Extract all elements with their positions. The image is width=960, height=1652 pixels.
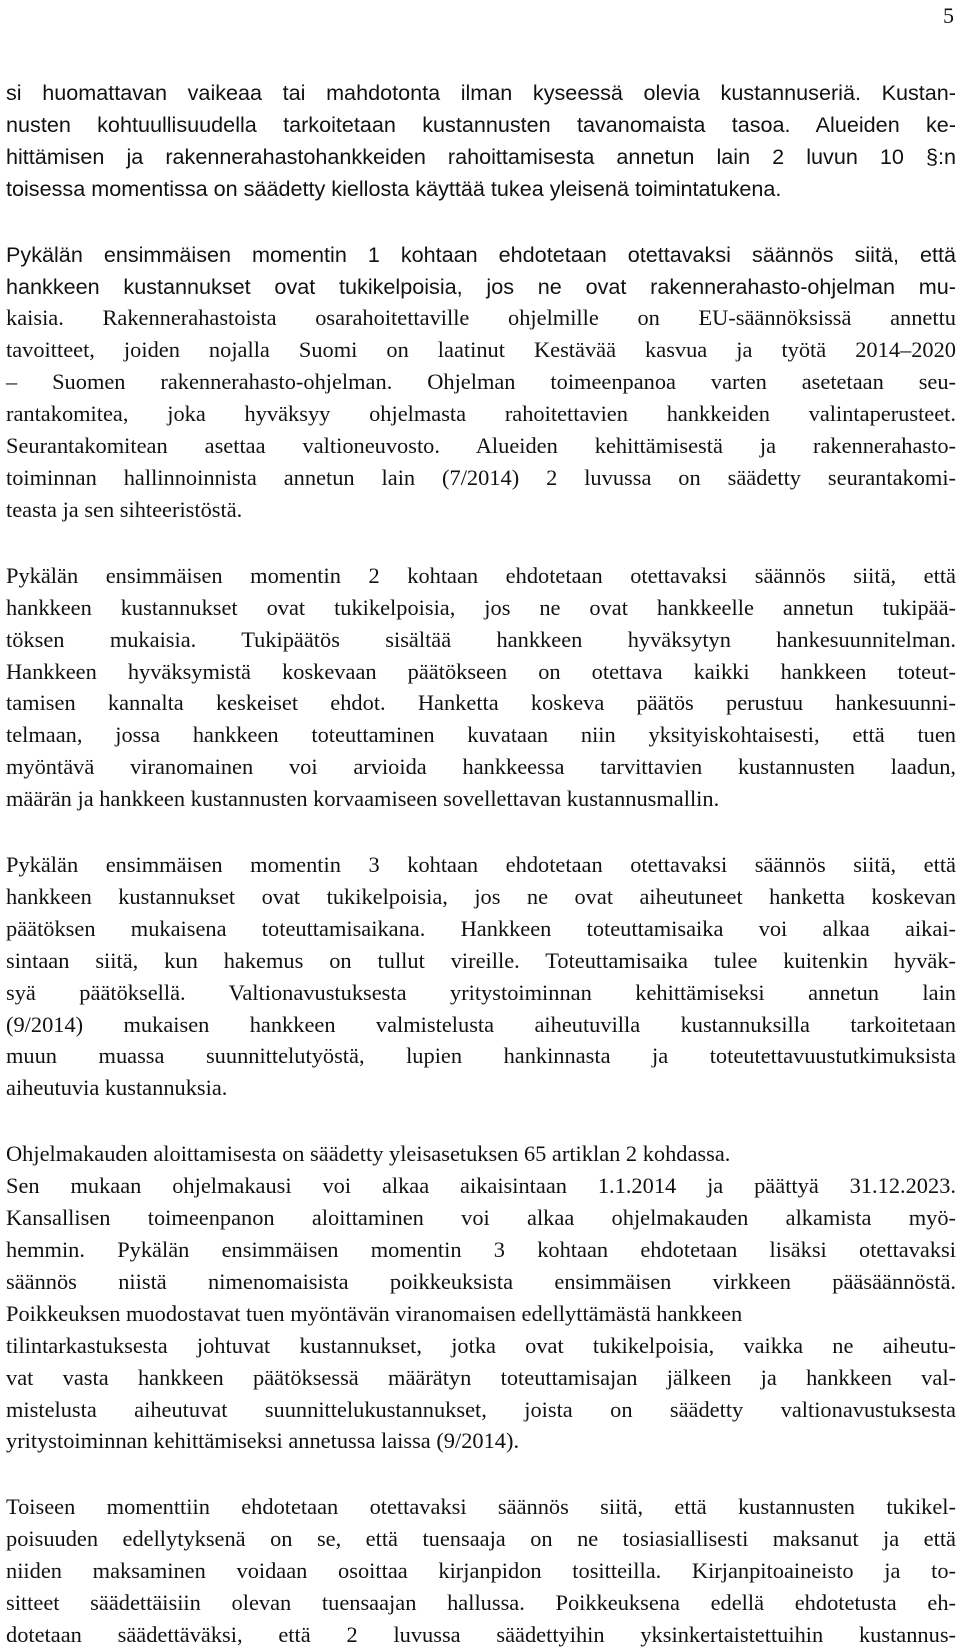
text-line: – Suomen rakennerahasto-ohjelman. Ohjelman toimeenpanoa varten asetetaan seu- bbox=[6, 369, 956, 395]
text-line: Pykälän ensimmäisen momentin 2 kohtaan ehdotetaan otettavaksi säännös siitä, että bbox=[6, 562, 956, 588]
text-line: teasta ja sen sihteeristöstä. bbox=[6, 496, 243, 522]
text-line: Kansallisen toimeenpanon aloittaminen voi alkaa ohjelmakauden alkamista myö- bbox=[6, 1205, 956, 1231]
text-line: niiden maksaminen voidaan osoittaa kirjanpidon tositteilla. Kirjanpitoaineisto ja to- bbox=[6, 1558, 956, 1584]
text-line: toisessa momentissa on säädetty kiellosta käyttää tukea yleisenä toimintatukena. bbox=[6, 175, 782, 201]
paragraph-2-continued bbox=[6, 302, 956, 525]
text-line: Sen mukaan ohjelmakausi voi alkaa aikaisintaan 1.1.2014 ja päättyä 31.12.2023. bbox=[6, 1173, 956, 1199]
text-line: sitteet säädettäisiin olevan tuensaajan hallussa. Poikkeuksena edellä ehdotetusta eh- bbox=[6, 1590, 956, 1616]
text-line: myöntävä viranomainen voi arvioida hankkeessa tarvittavien kustannusten laadun, bbox=[6, 754, 956, 780]
text-line: rantakomitea, joka hyväksyy ohjelmasta rahoitettavien hankkeiden valintaperusteet. bbox=[6, 401, 956, 427]
text-line: päätöksen mukaisena toteuttamisaikana. Hankkeen toteuttamisaika voi alkaa aikai- bbox=[6, 915, 956, 941]
text-line: hankkeen kustannukset ovat tukikelpoisia, jos ne ovat rakennerahasto-ohjelman mu- bbox=[6, 273, 956, 299]
text-line: Pykälän ensimmäisen momentin 1 kohtaan ehdotetaan otettavaksi säännös siitä, että bbox=[6, 241, 956, 267]
paragraph-4 bbox=[6, 849, 956, 1104]
paragraph-5 bbox=[6, 1138, 956, 1457]
paragraph-2 bbox=[6, 239, 956, 303]
text-line: määrän ja hankkeen kustannusten korvaamiseen sovellettavan kustannusmallin. bbox=[6, 786, 720, 812]
text-line: Poikkeuksen muodostavat tuen myöntävän viranomaisen edellyttämästä hankkeen bbox=[6, 1300, 743, 1326]
text-line: toiminnan hallinnoinnista annetun lain (7/2014) 2 luvussa on säädetty seurantakomi- bbox=[6, 464, 956, 490]
text-line: poisuuden edellytyksenä on se, että tuensaaja on ne tosiasiallisesti maksanut ja että bbox=[6, 1526, 956, 1552]
text-line: sintaan siitä, kun hakemus on tullut vireille. Toteuttamisaika tulee kuitenkin hyväk- bbox=[6, 947, 956, 973]
text-line: muun muassa suunnittelutyöstä, lupien hankinnasta ja toteutettavuustutkimuksista bbox=[6, 1043, 956, 1069]
paragraph-3 bbox=[6, 560, 956, 815]
text-line: yritystoiminnan kehittämiseksi annetussa laissa (9/2014). bbox=[6, 1428, 520, 1454]
text-line: nusten kohtuullisuudella tarkoitetaan kustannusten tavanomaista tasoa. Alueiden ke- bbox=[6, 111, 956, 137]
text-line: hankkeen kustannukset ovat tukikelpoisia, jos ne ovat aiheutuneet hanketta koskevan bbox=[6, 883, 956, 909]
text-line: mistelusta aiheutuvat suunnittelukustannukset, joista on säädetty valtionavustuksesta bbox=[6, 1396, 956, 1422]
text-line: tilintarkastuksesta johtuvat kustannukset, jotka ovat tukikelpoisia, vaikka ne aiheutu- bbox=[6, 1332, 956, 1358]
text-line: Toiseen momenttiin ehdotetaan otettavaksi säännös siitä, että kustannusten tukikel- bbox=[6, 1494, 956, 1520]
text-line: hemmin. Pykälän ensimmäisen momentin 3 kohtaan ehdotetaan lisäksi otettavaksi bbox=[6, 1237, 956, 1262]
text-line: Hankkeen hyväksymistä koskevaan päätökseen on otettava kaikki hankkeen toteut- bbox=[6, 658, 956, 684]
paragraph-6 bbox=[6, 1491, 956, 1651]
text-line: Seurantakomitean asettaa valtioneuvosto. Alueiden kehittämisestä ja rakennerahasto- bbox=[6, 433, 956, 459]
text-line: tavoitteet, joiden nojalla Suomi on laatinut Kestävää kasvua ja työtä 2014–2020 bbox=[6, 337, 956, 363]
text-line: töksen mukaisia. Tukipäätös sisältää hankkeen hyväksytyn hankesuunnitelman. bbox=[6, 626, 956, 652]
paragraph-1 bbox=[6, 77, 956, 205]
text-line: Pykälän ensimmäisen momentin 3 kohtaan ehdotetaan otettavaksi säännös siitä, että bbox=[6, 852, 956, 878]
text-line: (9/2014) mukaisen hankkeen valmistelusta aiheutuvilla kustannuksilla tarkoitetaan bbox=[6, 1011, 956, 1037]
text-line: hittämisen ja rakennerahastohankkeiden rahoittamisesta annetun lain 2 luvun 10 §:n bbox=[6, 143, 956, 169]
text-line: vat vasta hankkeen päätöksessä määrätyn toteuttamisajan jälkeen ja hankkeen val- bbox=[6, 1364, 956, 1390]
page-number: 5 bbox=[943, 3, 954, 28]
text-line: kaisia. Rakennerahastoista osarahoitettaville ohjelmille on EU-säännöksissä annettu bbox=[6, 305, 956, 331]
text-line: aiheutuvia kustannuksia. bbox=[6, 1075, 228, 1101]
text-line: dotetaan säädettäväksi, että 2 luvussa säädettyihin yksinkertaistettuihin kustannus- bbox=[6, 1621, 956, 1647]
text-line: hankkeen kustannukset ovat tukikelpoisia, jos ne ovat hankkeelle annetun tukipää- bbox=[6, 594, 956, 620]
text-line: telmaan, jossa hankkeen toteuttaminen kuvataan niin yksityiskohtaisesti, että tuen bbox=[6, 722, 956, 748]
document-body bbox=[6, 77, 956, 1651]
text-line: si huomattavan vaikeaa tai mahdotonta ilman kyseessä olevia kustannuseriä. Kustan- bbox=[6, 80, 956, 105]
text-line: Ohjelmakauden aloittamisesta on säädetty yleisasetuksen 65 artiklan 2 kohdassa. bbox=[6, 1141, 731, 1167]
text-line: syä päätöksellä. Valtionavustuksesta yritystoiminnan kehittämiseksi annetun lain bbox=[6, 979, 956, 1005]
text-line: säännös niistä nimenomaisista poikkeuksista ensimmäisen virkkeen pääsäännöstä. bbox=[6, 1268, 956, 1294]
text-line: tamisen kannalta keskeiset ehdot. Hanketta koskeva päätös perustuu hankesuunni- bbox=[6, 690, 956, 716]
